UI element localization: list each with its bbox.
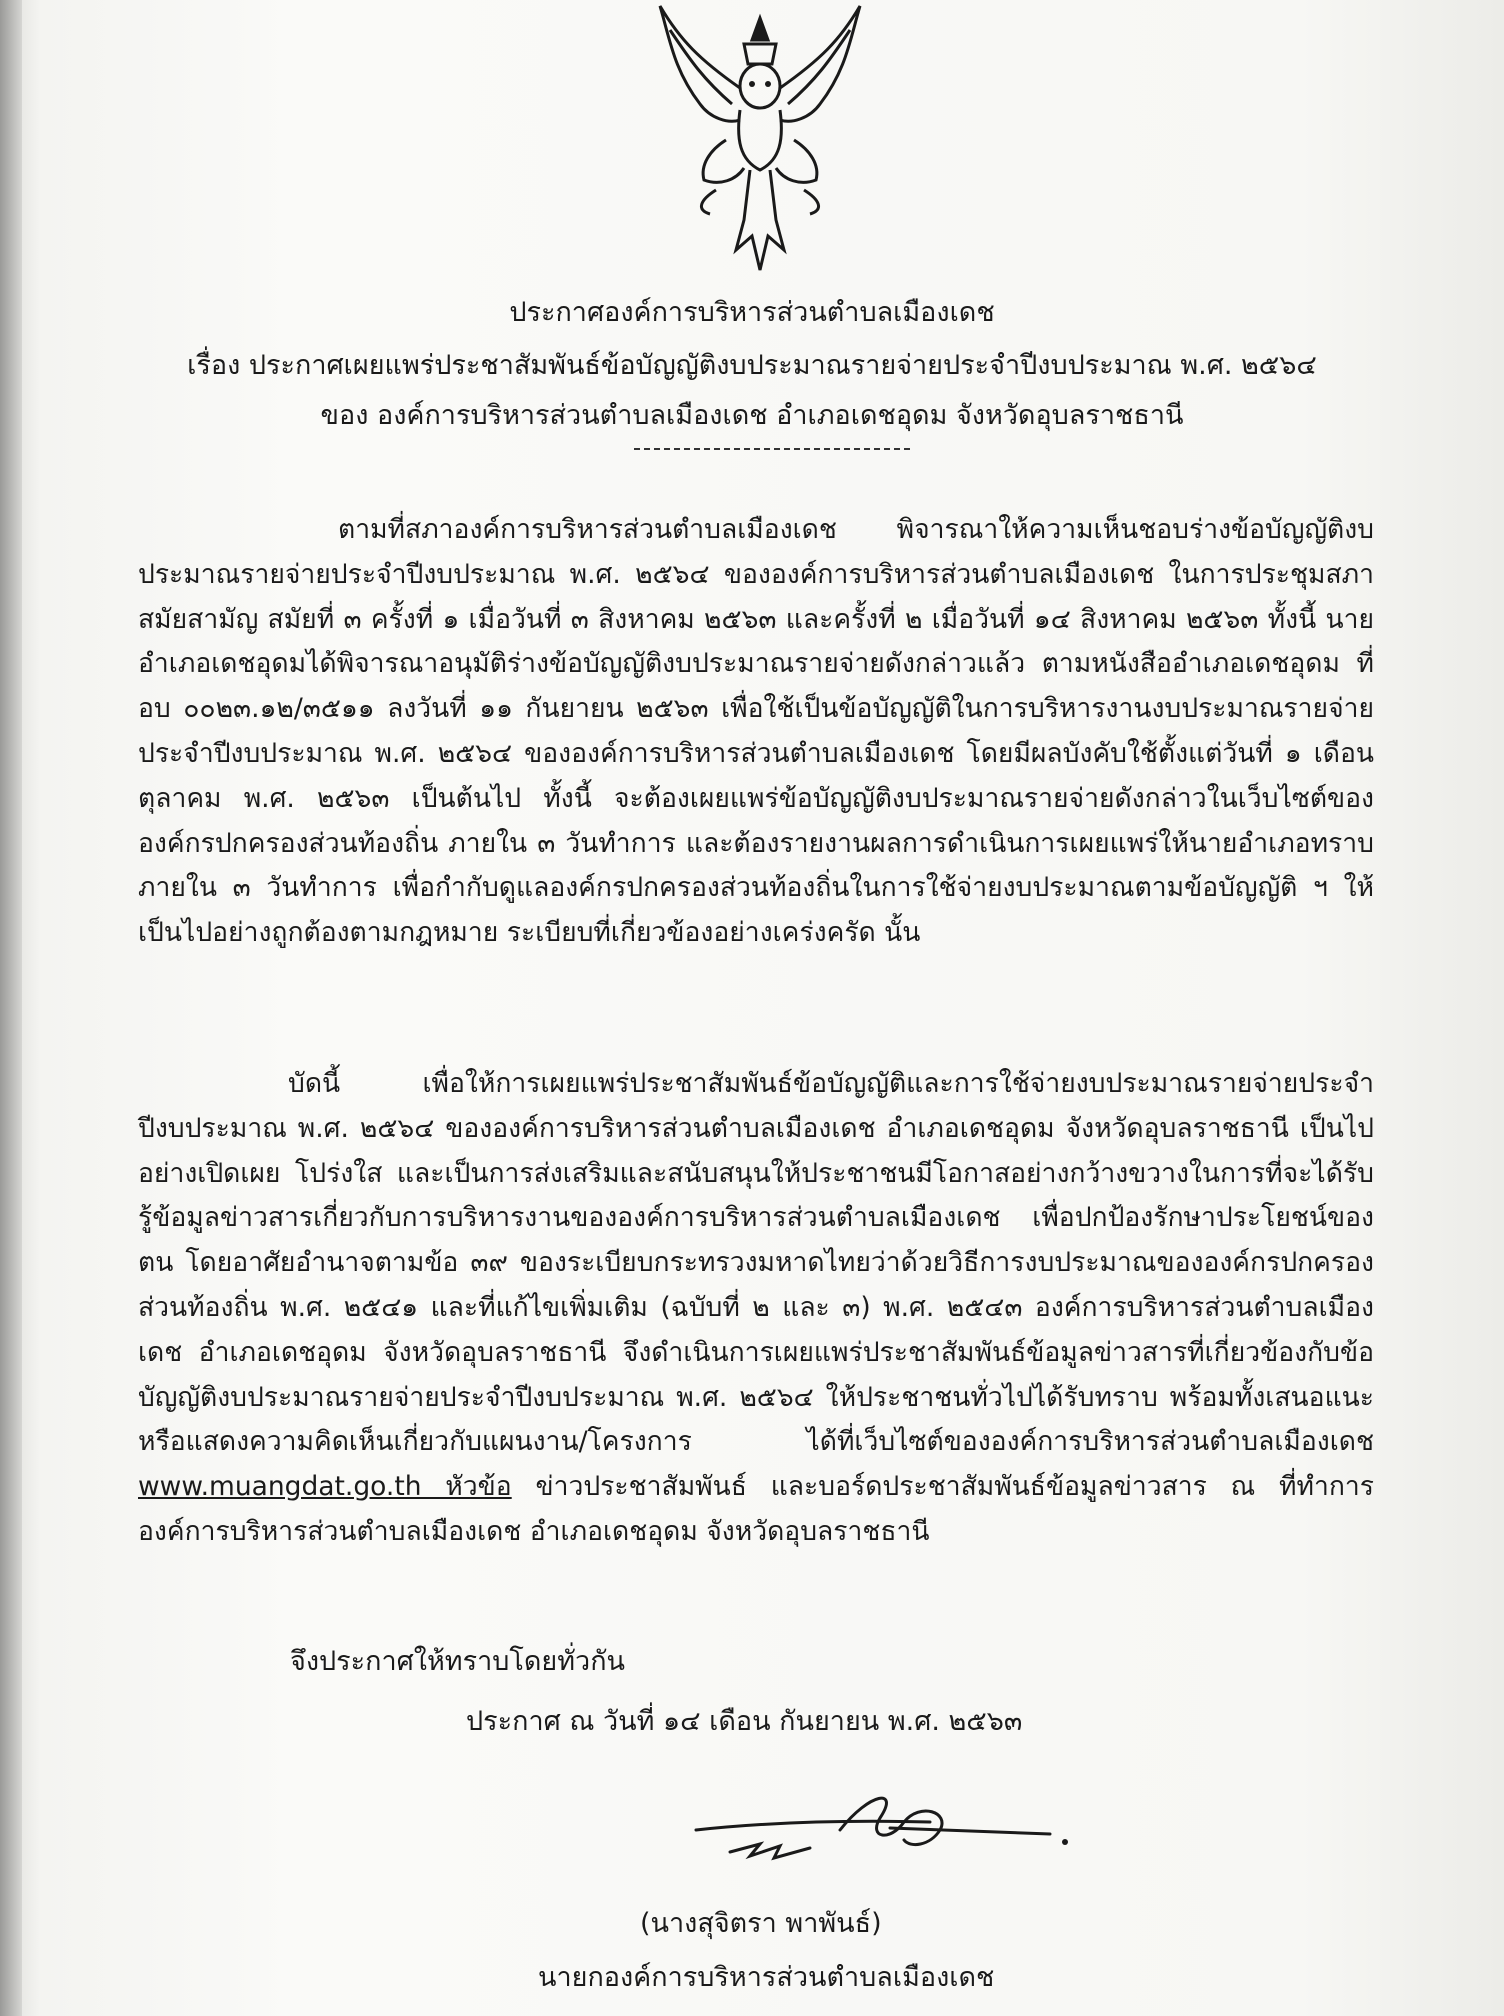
header-divider (634, 448, 910, 450)
announcement-subject-line2: ของ องค์การบริหารส่วนตำบลเมืองเดช อำเภอเดชอุดม จังหวัดอุบลราชธานี (320, 400, 1184, 431)
announcement-title: ประกาศองค์การบริหารส่วนตำบลเมืองเดช (509, 297, 995, 328)
announcement-subject: เรื่อง ประกาศเผยแพร่ประชาสัมพันธ์ข้อบัญญัติงบประมาณรายจ่ายประจำปีงบประมาณ พ.ศ. ๒๕๖๔ (187, 350, 1317, 381)
announcement-date: ประกาศ ณ วันที่ ๑๔ เดือน กันยายน พ.ศ. ๒๕๖๓ (466, 1706, 1023, 1737)
body-paragraph-1: ตามที่สภาองค์การบริหารส่วนตำบลเมืองเดช พิจารณาให้ความเห็นชอบร่างข้อบัญญัติงบประมาณรายจ่ายประจำปีงบประมาณ พ.ศ. ๒๕๖๔ ขององค์การบริหารส่วนตำบลเมืองเดช ในการประชุมสภา สมัยสามัญ สมัยที่ ๓ ครั้งที่ ๑ เมื่อวันที่ ๓ สิงหาคม ๒๕๖๓ และครั้งที่ ๒ เมื่อวันที่ ๑๔ สิงหาคม ๒๕๖๓ ทั้งนี้ นายอำเภอเดชอุดมได้พิจารณาอนุมัติร่างข้อบัญญัติงบประมาณรายจ่ายดังกล่าวแล้ว ตามหนังสืออำเภอเดชอุดม ที่ อบ ๐๐๒๓.๑๒/๓๕๑๑ ลงวันที่ ๑๑ กันยายน ๒๕๖๓ เพื่อใช้เป็นข้อบัญญัติในการบริหารงานงบประมาณรายจ่ายประจำปีงบประมาณ พ.ศ. ๒๕๖๔ ขององค์การบริหารส่วนตำบลเมืองเดช โดยมีผลบังคับใช้ตั้งแต่วันที่ ๑ เดือน ตุลาคม พ.ศ. ๒๕๖๓ เป็นต้นไป ทั้งนี้ จะต้องเผยแพร่ข้อบัญญัติงบประมาณรายจ่ายดังกล่าวในเว็บไซต์ขององค์กรปกครองส่วนท้องถิ่น ภายใน ๓ วันทำการ และต้องรายงานผลการดำเนินการเผยแพร่ให้นายอำเภอทราบ ภายใน ๓ วันทำการ เพื่อกำกับดูแลองค์กรปกครองส่วนท้องถิ่นในการใช้จ่ายงบประมาณตามข้อบัญญัติ ฯ ให้เป็นไปอย่างถูกต้องตามกฎหมาย ระเบียบที่เกี่ยวข้องอย่างเคร่งครัด นั้น (138, 514, 1374, 949)
signer-title: นายกองค์การบริหารส่วนตำบลเมืองเดช (538, 1962, 995, 1993)
signature-icon (690, 1782, 1090, 1872)
body-paragraph-2: บัดนี้ เพื่อให้การเผยแพร่ประชาสัมพันธ์ข้อบัญญัติและการใช้จ่ายงบประมาณรายจ่ายประจำปีงบประมาณ พ.ศ. ๒๕๖๔ ขององค์การบริหารส่วนตำบลเมืองเดช อำเภอเดชอุดม จังหวัดอุบลราชธานี เป็นไปอย่างเปิดเผย โปร่งใส และเป็นการส่งเสริมและสนับสนุนให้ประชาชนมีโอกาสอย่างกว้างขวางในการที่จะได้รับรู้ข้อมูลข่าวสารเกี่ยวกับการบริหารงานขององค์การบริหารส่วนตำบลเมืองเดช เพื่อปกป้องรักษาประโยชน์ของตน โดยอาศัยอำนาจตามข้อ ๓๙ ของระเบียบกระทรวงมหาดไทยว่าด้วยวิธีการงบประมาณขององค์กรปกครองส่วนท้องถิ่น พ.ศ. ๒๕๔๑ และที่แก้ไขเพิ่มเติม (ฉบับที่ ๒ และ ๓) พ.ศ. ๒๕๔๓ องค์การบริหารส่วนตำบลเมืองเดช อำเภอเดชอุดม จังหวัดอุบลราชธานี จึงดำเนินการเผยแพร่ประชาสัมพันธ์ข้อมูลข่าวสารที่เกี่ยวข้องกับข้อบัญญัติงบประมาณรายจ่ายประจำปีงบประมาณ พ.ศ. ๒๕๖๔ ให้ประชาชนทั่วไปได้รับทราบ พร้อมทั้งเสนอแนะ หรือแสดงความคิดเห็นเกี่ยวกับแผนงาน/โครงการ ได้ที่เว็บไซต์ขององค์การบริหารส่วนตำบลเมืองเดช www.muangdat.go.th หัวข้อ ข่าวประชาสัมพันธ์ และบอร์ดประชาสัมพันธ์ข้อมูลข่าวสาร ณ ที่ทำการองค์การบริหารส่วนตำบลเมืองเดช อำเภอเดชอุดม จังหวัดอุบลราชธานี (138, 1068, 1375, 1547)
closing-statement: จึงประกาศให้ทราบโดยทั่วกัน (290, 1646, 625, 1677)
garuda-emblem-icon (640, 0, 880, 280)
website-link[interactable]: www.muangdat.go.th หัวข้อ (138, 1471, 512, 1503)
signer-name: (นางสุจิตรา พาพันธ์) (640, 1908, 882, 1939)
